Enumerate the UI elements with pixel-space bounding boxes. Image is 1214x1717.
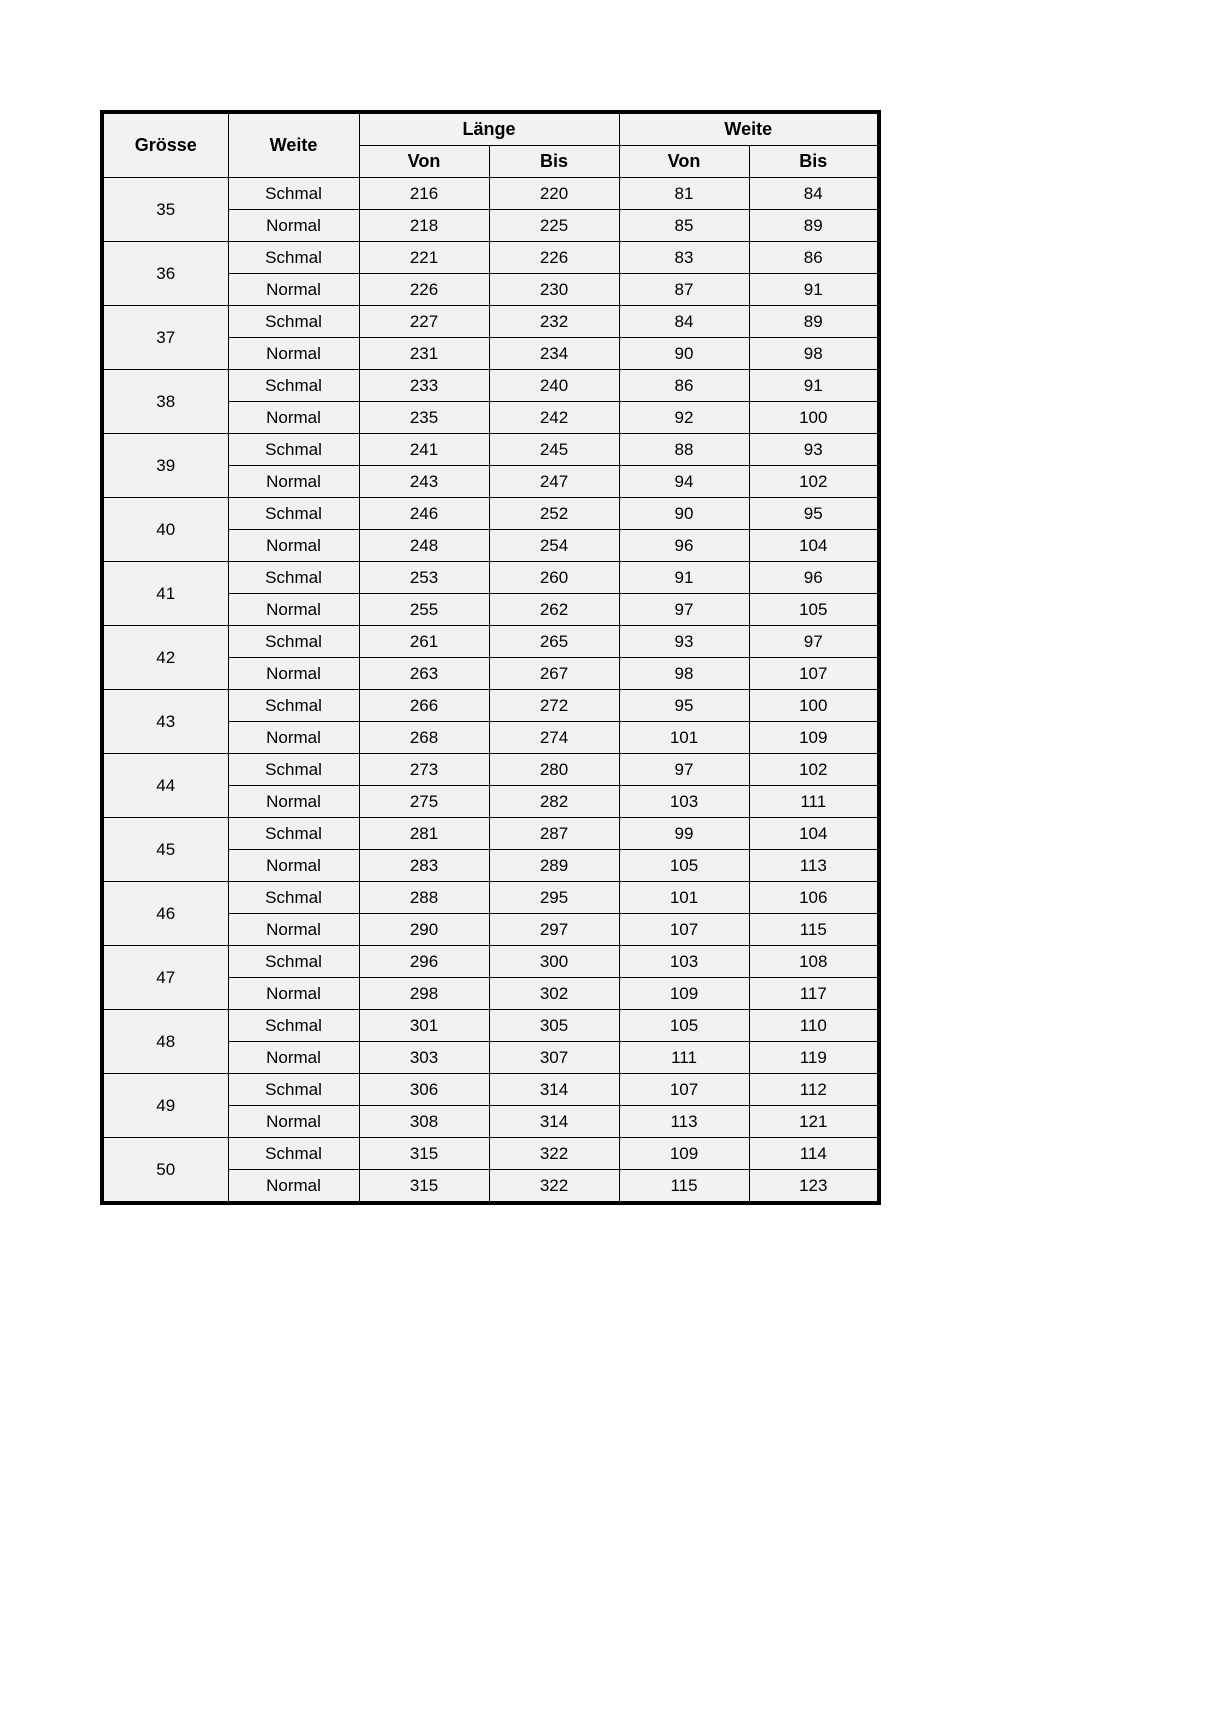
fit-value: Schmal (228, 1010, 359, 1042)
size-value: 36 (102, 242, 228, 306)
length-from: 281 (359, 818, 489, 850)
width-to: 91 (749, 370, 879, 402)
width-from: 94 (619, 466, 749, 498)
width-to: 115 (749, 914, 879, 946)
header-weite-bis: Bis (749, 146, 879, 178)
size-value: 35 (102, 178, 228, 242)
length-from: 235 (359, 402, 489, 434)
width-from: 90 (619, 498, 749, 530)
fit-value: Schmal (228, 818, 359, 850)
length-to: 272 (489, 690, 619, 722)
header-groesse: Grösse (102, 112, 228, 178)
header-group-laenge: Länge (359, 112, 619, 146)
table-row (102, 754, 879, 786)
length-to: 300 (489, 946, 619, 978)
fit-value: Schmal (228, 882, 359, 914)
size-chart-table (100, 110, 881, 1205)
length-from: 315 (359, 1170, 489, 1204)
width-to: 95 (749, 498, 879, 530)
size-value: 50 (102, 1138, 228, 1204)
width-from: 96 (619, 530, 749, 562)
length-from: 218 (359, 210, 489, 242)
width-to: 108 (749, 946, 879, 978)
fit-value: Schmal (228, 434, 359, 466)
width-to: 114 (749, 1138, 879, 1170)
length-from: 221 (359, 242, 489, 274)
size-value: 48 (102, 1010, 228, 1074)
length-to: 260 (489, 562, 619, 594)
width-from: 109 (619, 1138, 749, 1170)
width-to: 123 (749, 1170, 879, 1204)
width-from: 105 (619, 1010, 749, 1042)
table-row (102, 818, 879, 850)
width-from: 83 (619, 242, 749, 274)
width-from: 97 (619, 594, 749, 626)
width-to: 104 (749, 530, 879, 562)
length-to: 234 (489, 338, 619, 370)
table-header (102, 112, 879, 178)
table-row (102, 1138, 879, 1170)
width-from: 88 (619, 434, 749, 466)
width-to: 100 (749, 402, 879, 434)
width-to: 97 (749, 626, 879, 658)
length-to: 267 (489, 658, 619, 690)
width-from: 98 (619, 658, 749, 690)
width-from: 115 (619, 1170, 749, 1204)
length-from: 233 (359, 370, 489, 402)
table-row (102, 690, 879, 722)
header-group-weite: Weite (619, 112, 879, 146)
table-row (102, 1010, 879, 1042)
width-to: 106 (749, 882, 879, 914)
length-from: 253 (359, 562, 489, 594)
width-to: 104 (749, 818, 879, 850)
fit-value: Normal (228, 274, 359, 306)
size-value: 42 (102, 626, 228, 690)
size-value: 38 (102, 370, 228, 434)
size-value: 49 (102, 1074, 228, 1138)
header-laenge-bis: Bis (489, 146, 619, 178)
width-to: 117 (749, 978, 879, 1010)
width-to: 113 (749, 850, 879, 882)
length-from: 243 (359, 466, 489, 498)
length-to: 314 (489, 1074, 619, 1106)
fit-value: Schmal (228, 562, 359, 594)
length-from: 296 (359, 946, 489, 978)
table-row (102, 434, 879, 466)
length-to: 240 (489, 370, 619, 402)
fit-value: Schmal (228, 178, 359, 210)
width-from: 105 (619, 850, 749, 882)
length-from: 301 (359, 1010, 489, 1042)
size-value: 45 (102, 818, 228, 882)
length-to: 245 (489, 434, 619, 466)
width-to: 93 (749, 434, 879, 466)
length-from: 266 (359, 690, 489, 722)
fit-value: Schmal (228, 306, 359, 338)
width-from: 85 (619, 210, 749, 242)
length-to: 232 (489, 306, 619, 338)
length-from: 315 (359, 1138, 489, 1170)
width-to: 96 (749, 562, 879, 594)
length-to: 252 (489, 498, 619, 530)
width-to: 110 (749, 1010, 879, 1042)
table-body (102, 178, 879, 1204)
width-to: 86 (749, 242, 879, 274)
table-row (102, 882, 879, 914)
width-from: 92 (619, 402, 749, 434)
table-row (102, 946, 879, 978)
width-to: 112 (749, 1074, 879, 1106)
length-to: 322 (489, 1138, 619, 1170)
table-row (102, 498, 879, 530)
length-from: 298 (359, 978, 489, 1010)
length-from: 263 (359, 658, 489, 690)
length-from: 306 (359, 1074, 489, 1106)
width-to: 109 (749, 722, 879, 754)
size-value: 43 (102, 690, 228, 754)
size-value: 41 (102, 562, 228, 626)
width-to: 89 (749, 306, 879, 338)
width-from: 107 (619, 1074, 749, 1106)
length-from: 246 (359, 498, 489, 530)
length-from: 303 (359, 1042, 489, 1074)
table-row (102, 562, 879, 594)
length-to: 230 (489, 274, 619, 306)
width-to: 121 (749, 1106, 879, 1138)
length-from: 261 (359, 626, 489, 658)
header-row-top (102, 112, 879, 146)
length-to: 220 (489, 178, 619, 210)
length-to: 280 (489, 754, 619, 786)
fit-value: Normal (228, 914, 359, 946)
length-from: 275 (359, 786, 489, 818)
fit-value: Schmal (228, 1074, 359, 1106)
fit-value: Normal (228, 978, 359, 1010)
width-from: 93 (619, 626, 749, 658)
length-to: 314 (489, 1106, 619, 1138)
width-to: 100 (749, 690, 879, 722)
fit-value: Normal (228, 850, 359, 882)
fit-value: Normal (228, 210, 359, 242)
width-from: 101 (619, 882, 749, 914)
length-from: 273 (359, 754, 489, 786)
width-from: 103 (619, 786, 749, 818)
length-to: 226 (489, 242, 619, 274)
width-to: 111 (749, 786, 879, 818)
header-weite-von: Von (619, 146, 749, 178)
width-to: 105 (749, 594, 879, 626)
size-value: 40 (102, 498, 228, 562)
length-to: 274 (489, 722, 619, 754)
fit-value: Normal (228, 722, 359, 754)
width-to: 107 (749, 658, 879, 690)
table-row (102, 626, 879, 658)
table-row (102, 1074, 879, 1106)
length-to: 295 (489, 882, 619, 914)
length-from: 268 (359, 722, 489, 754)
size-value: 47 (102, 946, 228, 1010)
length-from: 227 (359, 306, 489, 338)
fit-value: Normal (228, 786, 359, 818)
width-to: 84 (749, 178, 879, 210)
width-to: 91 (749, 274, 879, 306)
width-from: 84 (619, 306, 749, 338)
fit-value: Schmal (228, 370, 359, 402)
table-row (102, 370, 879, 402)
length-to: 262 (489, 594, 619, 626)
length-to: 287 (489, 818, 619, 850)
length-to: 225 (489, 210, 619, 242)
width-from: 86 (619, 370, 749, 402)
width-from: 81 (619, 178, 749, 210)
width-from: 113 (619, 1106, 749, 1138)
width-from: 97 (619, 754, 749, 786)
width-to: 102 (749, 754, 879, 786)
width-from: 101 (619, 722, 749, 754)
length-from: 231 (359, 338, 489, 370)
fit-value: Normal (228, 1170, 359, 1204)
size-value: 44 (102, 754, 228, 818)
length-to: 302 (489, 978, 619, 1010)
length-from: 255 (359, 594, 489, 626)
fit-value: Schmal (228, 1138, 359, 1170)
fit-value: Normal (228, 466, 359, 498)
fit-value: Schmal (228, 690, 359, 722)
length-to: 307 (489, 1042, 619, 1074)
width-to: 98 (749, 338, 879, 370)
length-from: 241 (359, 434, 489, 466)
width-from: 87 (619, 274, 749, 306)
width-from: 99 (619, 818, 749, 850)
width-from: 111 (619, 1042, 749, 1074)
width-from: 103 (619, 946, 749, 978)
width-from: 90 (619, 338, 749, 370)
length-from: 288 (359, 882, 489, 914)
table-row (102, 242, 879, 274)
width-to: 89 (749, 210, 879, 242)
header-laenge-von: Von (359, 146, 489, 178)
length-from: 283 (359, 850, 489, 882)
length-to: 322 (489, 1170, 619, 1204)
fit-value: Schmal (228, 242, 359, 274)
length-to: 247 (489, 466, 619, 498)
fit-value: Schmal (228, 498, 359, 530)
length-to: 282 (489, 786, 619, 818)
fit-value: Normal (228, 1042, 359, 1074)
width-from: 95 (619, 690, 749, 722)
length-from: 248 (359, 530, 489, 562)
fit-value: Normal (228, 530, 359, 562)
size-chart-container (100, 110, 878, 1205)
header-weite-class: Weite (228, 112, 359, 178)
width-from: 109 (619, 978, 749, 1010)
fit-value: Normal (228, 402, 359, 434)
width-to: 102 (749, 466, 879, 498)
length-from: 216 (359, 178, 489, 210)
length-from: 308 (359, 1106, 489, 1138)
fit-value: Normal (228, 658, 359, 690)
table-row (102, 178, 879, 210)
length-to: 297 (489, 914, 619, 946)
length-from: 290 (359, 914, 489, 946)
size-value: 46 (102, 882, 228, 946)
width-to: 119 (749, 1042, 879, 1074)
length-to: 242 (489, 402, 619, 434)
length-from: 226 (359, 274, 489, 306)
fit-value: Schmal (228, 754, 359, 786)
fit-value: Normal (228, 1106, 359, 1138)
fit-value: Normal (228, 338, 359, 370)
length-to: 289 (489, 850, 619, 882)
fit-value: Schmal (228, 626, 359, 658)
fit-value: Schmal (228, 946, 359, 978)
width-from: 91 (619, 562, 749, 594)
size-value: 39 (102, 434, 228, 498)
width-from: 107 (619, 914, 749, 946)
length-to: 265 (489, 626, 619, 658)
length-to: 305 (489, 1010, 619, 1042)
size-value: 37 (102, 306, 228, 370)
fit-value: Normal (228, 594, 359, 626)
table-row (102, 306, 879, 338)
length-to: 254 (489, 530, 619, 562)
